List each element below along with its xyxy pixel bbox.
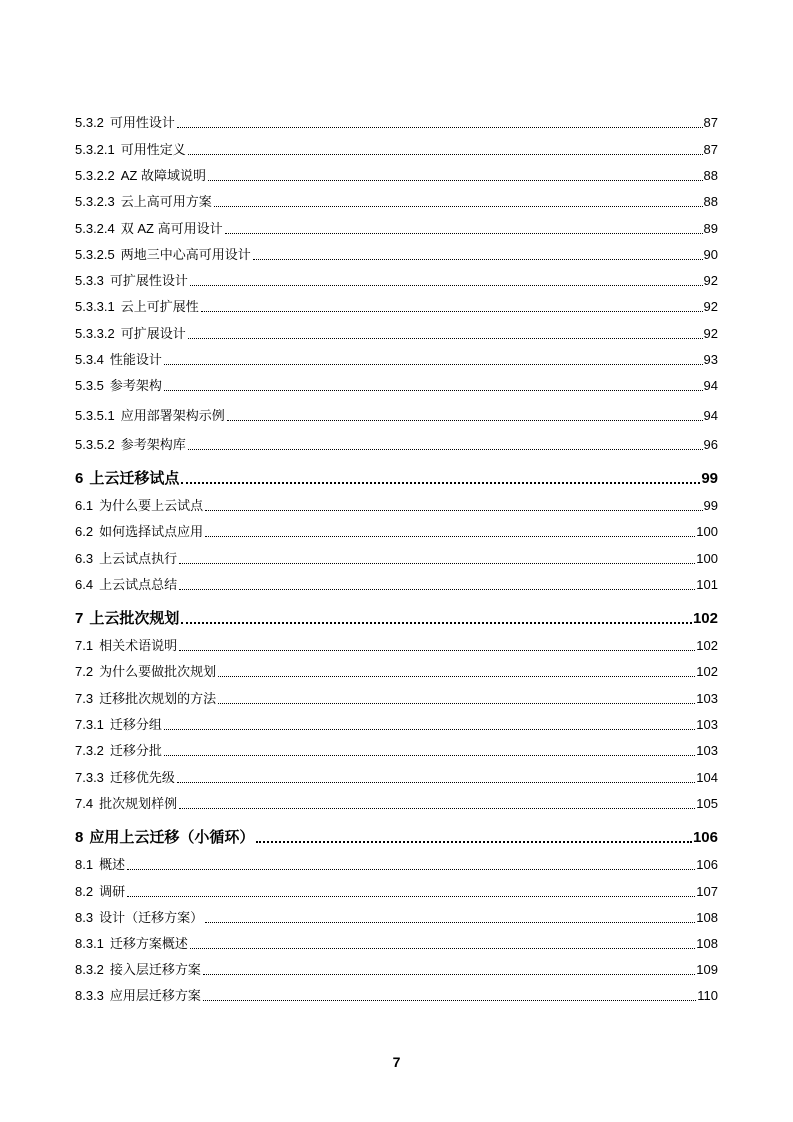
toc-dot-leader [179,650,695,651]
toc-entry-number: 8 [75,829,84,846]
toc-entry[interactable] [75,769,718,787]
toc-dot-leader [181,622,692,624]
toc-entry-label [75,272,188,290]
toc-entry-title: 设计（迁移方案） [99,910,204,925]
toc-entry-page: 94 [703,408,718,423]
toc-entry[interactable] [75,576,718,594]
toc-dot-leader [177,127,703,128]
toc-entry[interactable] [75,351,718,369]
toc-entry-page: 102 [696,664,718,679]
toc-dot-leader [208,180,703,181]
toc-entry[interactable] [75,220,718,238]
toc-entry-page: 99 [701,470,718,487]
toc-entry-page: 103 [696,691,718,706]
toc-entry-number: 7.3.2 [75,743,104,758]
toc-entry[interactable] [75,550,718,568]
toc-entry-label [75,351,162,369]
toc-entry-number: 6.4 [75,577,94,592]
toc-entry-label [75,377,162,395]
toc-entry-title: 迁移分批 [109,743,162,758]
toc-dot-leader [205,536,695,537]
toc-entry[interactable] [75,987,718,1005]
toc-entry-label [75,193,212,211]
toc-entry-page: 104 [696,770,718,785]
toc-entry-title: 参考架构 [109,378,162,393]
toc-entry-page: 106 [696,857,718,872]
toc-entry-title: 如何选择试点应用 [99,524,204,539]
toc-entry-label [75,246,251,264]
toc-entry[interactable] [75,167,718,185]
toc-entry-number: 5.3.3.1 [75,299,115,314]
toc-dot-leader [253,259,703,260]
toc-dot-leader [205,510,702,511]
toc-entry-number: 8.2 [75,884,94,899]
toc-dot-leader [179,808,695,809]
toc-entry-label [75,550,177,568]
toc-entry-page: 107 [696,884,718,899]
toc-entry[interactable] [75,961,718,979]
toc-dot-leader [256,841,692,843]
toc-entry-number: 8.3 [75,910,94,925]
toc-entry-page: 106 [692,829,718,846]
toc-entry-label [75,298,199,316]
toc-entry[interactable] [75,497,718,515]
toc-entry-label [75,497,203,515]
toc-entry[interactable] [75,436,718,454]
toc-entry-title: 性能设计 [109,352,162,367]
toc-entry-page: 100 [696,524,718,539]
toc-entry-number: 5.3.3 [75,273,104,288]
toc-entry-number: 6.1 [75,498,94,513]
toc-entry-number: 5.3.3.2 [75,326,115,341]
toc-entry[interactable] [75,114,718,132]
toc-entry-title: 可用性定义 [120,142,186,157]
toc-entry-title: 调研 [99,884,126,899]
toc-entry-page: 100 [696,551,718,566]
toc-entry-number: 6.3 [75,551,94,566]
toc-entry-label [75,795,177,813]
toc-entry[interactable] [75,193,718,211]
toc-dot-leader [218,703,695,704]
toc-entry-number: 5.3.4 [75,352,104,367]
toc-entry-page: 87 [703,142,718,157]
toc-entry-page: 108 [696,910,718,925]
toc-dot-leader [203,974,695,975]
toc-entry-title: 可扩展设计 [120,326,186,341]
toc-entry-title: AZ 故障域说明 [120,168,206,183]
toc-dot-leader [177,782,695,783]
toc-entry-page: 89 [703,221,718,236]
toc-dot-leader [164,729,695,730]
toc-entry-number: 7.3.3 [75,770,104,785]
toc-entry-title: 为什么要做批次规划 [99,664,217,679]
toc-entry-number: 5.3.2.2 [75,168,115,183]
toc-entry[interactable] [75,637,718,655]
toc-dot-leader [127,869,695,870]
toc-dot-leader [225,233,703,234]
toc-entry-page: 108 [696,936,718,951]
toc-entry-title: 上云批次规划 [89,610,180,627]
toc-dot-leader [188,154,703,155]
toc-entry-label [75,716,162,734]
toc-entry-page: 92 [703,326,718,341]
toc-entry[interactable] [75,909,718,927]
toc-entry-number: 7.3.1 [75,717,104,732]
toc-entry-label [75,609,179,629]
toc-entry-page: 93 [703,352,718,367]
toc-entry-number: 5.3.2.5 [75,247,115,262]
toc-entry-title: 迁移优先级 [109,770,175,785]
toc-entry-number: 7.1 [75,638,94,653]
toc-entry-number: 5.3.2 [75,115,104,130]
toc-entry-label [75,220,223,238]
toc-entry-label [75,407,225,425]
toc-entry-label [75,637,177,655]
toc-entry-number: 7.4 [75,796,94,811]
toc-entry-page: 94 [703,378,718,393]
toc-entry-label [75,167,206,185]
toc-entry-label [75,828,254,848]
toc-entry-label [75,523,203,541]
toc-entry-title: 参考架构库 [120,437,186,452]
toc-dot-leader [179,589,695,590]
toc-dot-leader [190,285,703,286]
toc-dot-leader [201,311,703,312]
toc-entry-number: 5.3.2.3 [75,194,115,209]
toc-entry-number: 8.3.1 [75,936,104,951]
toc-dot-leader [179,563,695,564]
toc-entry-page: 87 [703,115,718,130]
toc-chapter-entry[interactable] [75,828,718,848]
toc-dot-leader [214,206,703,207]
toc-entry[interactable] [75,377,718,395]
toc-dot-leader [227,420,703,421]
toc-entry[interactable] [75,298,718,316]
toc-entry-number: 8.1 [75,857,94,872]
toc-entry[interactable] [75,272,718,290]
toc-dot-leader [188,338,703,339]
toc-entry-page: 109 [696,962,718,977]
toc-entry-number: 6.2 [75,524,94,539]
toc-entry-label [75,576,177,594]
toc-entry-label [75,856,125,874]
toc-entry-title: 相关术语说明 [99,638,178,653]
toc-entry[interactable] [75,716,718,734]
toc-entry[interactable] [75,795,718,813]
toc-entry[interactable] [75,883,718,901]
toc-entry-number: 8.3.3 [75,988,104,1003]
toc-entry-title: 迁移批次规划的方法 [99,691,217,706]
toc-entry-page: 101 [696,577,718,592]
toc-entry-page: 103 [696,743,718,758]
toc-chapter-entry[interactable] [75,609,718,629]
toc-entry-label [75,742,162,760]
toc-entry-title: 批次规划样例 [99,796,178,811]
toc-entry-page: 102 [696,638,718,653]
toc-entry-number: 5.3.2.1 [75,142,115,157]
toc-entry-page: 102 [692,610,718,627]
toc-dot-leader [164,390,703,391]
toc-entry-number: 6 [75,470,84,487]
page-number: 7 [392,1054,401,1070]
toc-entry-title: 为什么要上云试点 [99,498,204,513]
toc-entry-label [75,769,175,787]
toc-entry-page: 88 [703,168,718,183]
toc-entry-title: 概述 [99,857,126,872]
toc-entry[interactable] [75,246,718,264]
toc-entry-number: 5.3.5.1 [75,408,115,423]
toc-entry-label [75,961,201,979]
toc-entry-label [75,935,188,953]
toc-dot-leader [203,1000,696,1001]
toc-entry-number: 7 [75,610,84,627]
toc-entry-title: 可扩展性设计 [109,273,188,288]
toc-entry-title: 双 AZ 高可用设计 [120,221,223,236]
toc-entry-page: 88 [703,194,718,209]
toc-entry-title: 云上高可用方案 [120,194,212,209]
toc-entry[interactable] [75,407,718,425]
toc-entry-page: 105 [696,796,718,811]
toc-chapter-entry[interactable] [75,469,718,489]
toc-entry-label [75,114,175,132]
toc-entry-page: 92 [703,273,718,288]
toc-entry-title: 迁移分组 [109,717,162,732]
toc-entry-label [75,909,203,927]
toc-entry-title: 接入层迁移方案 [109,962,201,977]
toc-entry[interactable] [75,325,718,343]
toc-entry-label [75,987,201,1005]
toc-entry-title: 迁移方案概述 [109,936,188,951]
toc-dot-leader [190,948,695,949]
toc-entry[interactable] [75,856,718,874]
toc-entry-page: 92 [703,299,718,314]
toc-entry[interactable] [75,742,718,760]
toc-entry-title: 两地三中心高可用设计 [120,247,251,262]
toc-entry-page: 96 [703,437,718,452]
toc-dot-leader [164,755,695,756]
toc-entry-title: 应用上云迁移（小循环） [89,829,255,846]
toc-entry[interactable] [75,690,718,708]
toc-entry-label [75,436,186,454]
toc-entry-title: 上云试点总结 [99,577,178,592]
toc-entry-title: 上云迁移试点 [89,470,180,487]
toc-entry-title: 可用性设计 [109,115,175,130]
toc-entry-label [75,663,216,681]
toc-entry-title: 云上可扩展性 [120,299,199,314]
toc-entry-number: 5.3.2.4 [75,221,115,236]
toc-entry-number: 8.3.2 [75,962,104,977]
toc-entry-page: 103 [696,717,718,732]
toc-entry-number: 5.3.5 [75,378,104,393]
toc-entry-title: 应用部署架构示例 [120,408,225,423]
toc-entry-label [75,883,125,901]
toc-entry[interactable] [75,141,718,159]
toc-dot-leader [127,896,695,897]
toc-entry-label [75,469,179,489]
toc-entry-title: 上云试点执行 [99,551,178,566]
toc-entry-page: 99 [703,498,718,513]
toc-entry-number: 7.2 [75,664,94,679]
toc-entry-page: 90 [703,247,718,262]
toc-dot-leader [218,676,695,677]
toc-dot-leader [188,449,703,450]
toc-entry-label [75,141,186,159]
toc-entry[interactable] [75,523,718,541]
toc-entry-number: 5.3.5.2 [75,437,115,452]
toc-dot-leader [181,482,700,484]
toc-entry[interactable] [75,935,718,953]
toc-entry-page: 110 [697,988,718,1003]
toc-dot-leader [164,364,703,365]
toc-entry[interactable] [75,663,718,681]
toc-entry-label [75,690,216,708]
toc-entry-number: 7.3 [75,691,94,706]
toc-entry-title: 应用层迁移方案 [109,988,201,1003]
toc-dot-leader [205,922,695,923]
toc-entry-label [75,325,186,343]
